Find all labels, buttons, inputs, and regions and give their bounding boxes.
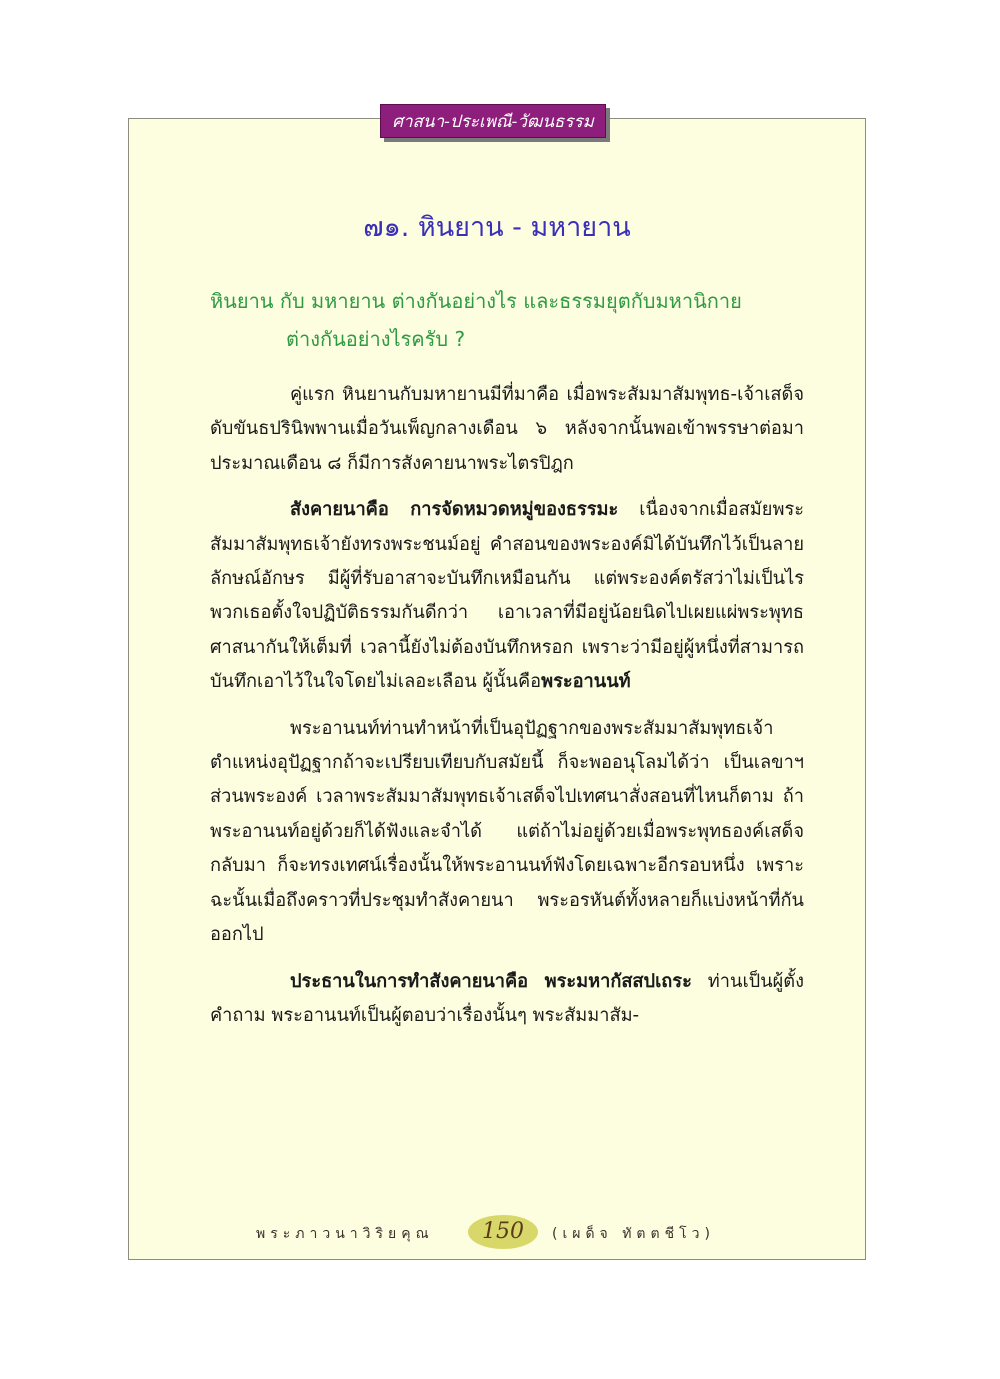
question-line-1: หินยาน กับ มหายาน ต่างกันอย่างไร และธรรมยุตกับมหานิกาย	[210, 289, 742, 313]
paragraph-1: คู่แรก หินยานกับมหายานมีที่มาคือ เมื่อพระสัมมาสัมพุทธ-เจ้าเสด็จดับขันธปรินิพพานเมื่อวันเพ็ญกลางเดือน ๖ หลังจากนั้นพอเข้าพรรษาต่อมาประมาณเดือน ๘ ก็มีการสังคายนาพระไตรปิฎก	[210, 384, 804, 474]
question-line-2: ต่างกันอย่างไรครับ ?	[286, 327, 466, 351]
footer-author-name: (เผด็จ ทัตตชีโว)	[552, 1226, 715, 1242]
paragraph-2-text: เนื่องจากเมื่อสมัยพระสัมมาสัมพุทธเจ้ายังทรงพระชนม์อยู่ คำสอนของพระองค์มิได้บันทึกไว้เป็นลายลักษณ์อักษร มีผู้ที่รับอาสาจะบันทึกเหมือนกัน แต่พระองค์ตรัสว่าไม่เป็นไร พวกเธอตั้งใจปฏิบัติธรรมกันดีกว่า เอาเวลาที่มีอยู่น้อยนิดไปเผยแผ่พระพุทธศาสนากันให้เต็มที่ เวลานี้ยังไม่ต้องบันทึกหรอก เพราะว่ามีอยู่ผู้หนึ่งที่สามารถบันทึกเอาไว้ในใจโดยไม่เลอะเลือน ผู้นั้นคือ	[210, 499, 804, 693]
chapter-title: ๗๑. หินยาน - มหายาน	[363, 212, 631, 243]
paragraph-4-text: ท่านเป็นผู้ตั้งคำถาม พระอานนท์เป็นผู้ตอบว่าเรื่องนั้นๆ พระสัมมาสัม-	[210, 970, 804, 1026]
paragraph-2-bold-lead: สังคายนาคือ การจัดหมวดหมู่ของธรรมะ	[290, 499, 619, 521]
paragraph-4	[210, 965, 804, 1034]
page-number: 150	[468, 1215, 538, 1249]
paragraph-2-bold-end: พระอานนท์	[541, 671, 631, 693]
paragraph-4-bold-lead: ประธานในการทำสังคายนาคือ พระมหากัสสปเถระ	[290, 970, 692, 992]
paragraph-3: พระอานนท์ท่านทำหน้าที่เป็นอุปัฏฐากของพระสัมมาสัมพุทธเจ้า ตำแหน่งอุปัฏฐากถ้าจะเปรียบเทียบกับสมัยนี้ ก็จะพออนุโลมได้ว่า เป็นเลขาฯ ส่วนพระองค์ เวลาพระสัมมาสัมพุทธเจ้าเสด็จไปเทศนาสั่งสอนที่ไหนก็ตาม ถ้าพระอานนท์อยู่ด้วยก็ได้ฟังและจำได้ แต่ถ้าไม่อยู่ด้วยเมื่อพระพุทธองค์เสด็จกลับมา ก็จะทรงเทศน์เรื่องนั้นให้พระอานนท์ฟังโดยเฉพาะอีกรอบหนึ่ง เพราะฉะนั้นเมื่อถึงคราวที่ประชุมทำสังคายนา พระอรหันต์ทั้งหลายก็แบ่งหน้าที่กันออกไป	[210, 717, 804, 946]
footer-author: พระภาวนาวิริยคุณ	[256, 1226, 434, 1242]
body-text	[210, 378, 804, 1045]
question	[210, 282, 810, 358]
paragraph-2	[210, 493, 804, 699]
category-tab: ศาสนา-ประเพณี-วัฒนธรรม	[380, 104, 606, 138]
footer	[128, 1213, 866, 1253]
